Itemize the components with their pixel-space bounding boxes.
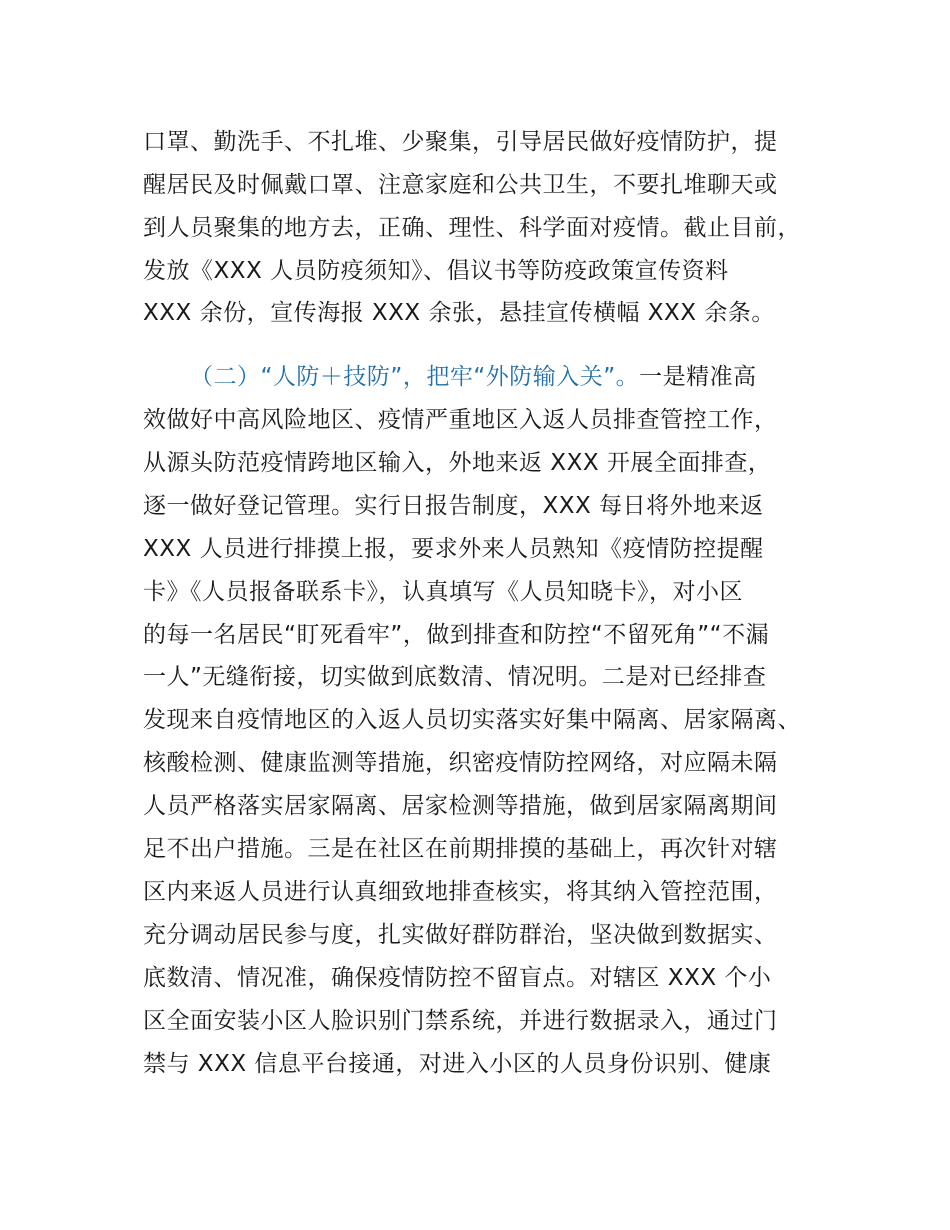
paragraph1-line: 发放《XXX 人员防疫须知》、倡议书等防疫政策宣传资料 <box>143 258 729 284</box>
paragraph2-first-line <box>190 362 757 392</box>
paragraph2-line: 底数清、情况准，确保疫情防控不留盲点。对辖区 XXX 个小 <box>143 965 772 991</box>
section-heading: （二）“人防＋技防”，把牢“外防输入关”。 <box>190 364 640 390</box>
paragraph2-line: 一人”无缝衔接，切实做到底数清、情况明。二是对已经排查 <box>143 664 767 690</box>
paragraph2-line: 逐一做好登记管理。实行日报告制度，XXX 每日将外地来返 <box>143 493 764 519</box>
paragraph1-line: 醒居民及时佩戴口罩、注意家庭和公共卫生，不要扎堆聊天或 <box>143 172 778 198</box>
paragraph2-line: 效做好中高风险地区、疫情严重地区入返人员排查管控工作， <box>143 407 778 433</box>
paragraph2-line: 卡》《人员报备联系卡》，认真填写《人员知晓卡》，对小区 <box>143 579 743 605</box>
paragraph2-line: 区内来返人员进行认真细致地排查核实，将其纳入管控范围， <box>143 879 778 905</box>
paragraph1-line: XXX 余份，宣传海报 XXX 余张，悬挂宣传横幅 XXX 余条。 <box>143 300 775 326</box>
paragraph2-line: 从源头防范疫情跨地区输入，外地来返 XXX 开展全面排查， <box>143 450 772 476</box>
paragraph2-first-line-rest: 一是精准高 <box>639 364 757 390</box>
paragraph2-line: 人员严格落实居家隔离、居家检测等措施，做到居家隔离期间 <box>143 793 778 819</box>
paragraph2-line: 禁与 XXX 信息平台接通，对进入小区的人员身份识别、健康 <box>143 1051 772 1077</box>
paragraph2-line: 足不出户措施。三是在社区在前期排摸的基础上，再次针对辖 <box>143 836 778 862</box>
paragraph2-line: 核酸检测、健康监测等措施，织密疫情防控网络，对应隔未隔 <box>143 750 778 776</box>
paragraph1-line: 到人员聚集的地方去，正确、理性、科学面对疫情。截止目前， <box>143 215 801 241</box>
paragraph2-line: 发现来自疫情地区的入返人员切实落实好集中隔离、居家隔离、 <box>143 707 801 733</box>
paragraph2-line: 的每一名居民“盯死看牢”，做到排查和防控“不留死角”“不漏 <box>143 622 770 648</box>
paragraph2-line: 区全面安装小区人脸识别门禁系统，并进行数据录入，通过门 <box>143 1008 778 1034</box>
paragraph2-line: 充分调动居民参与度，扎实做好群防群治，坚决做到数据实、 <box>143 922 778 948</box>
paragraph1-line: 口罩、勤洗手、不扎堆、少聚集，引导居民做好疫情防护，提 <box>143 129 778 155</box>
paragraph2-line: XXX 人员进行排摸上报，要求外来人员熟知《疫情防控提醒 <box>143 536 764 562</box>
